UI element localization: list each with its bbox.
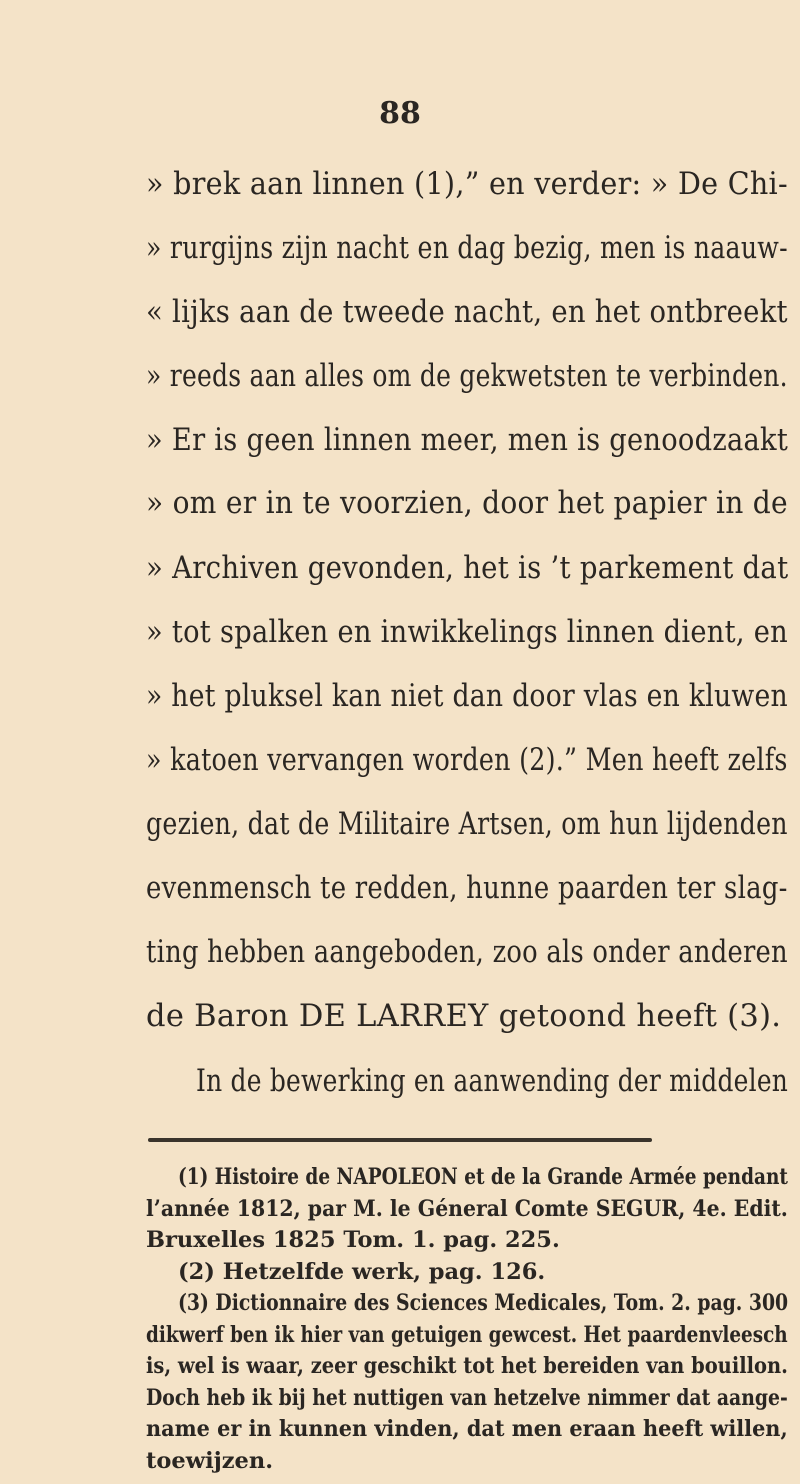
footnote-line-9: name er in kunnen vinden, dat men eraan heeft willen, [146, 1416, 788, 1442]
body-line-11: gezien, dat de Militaire Artsen, om hun lijdenden [146, 807, 788, 842]
footnote-line-5: (3) Dictionnaire des Sciences Medicales, Tom. 2. pag. 300 [178, 1290, 789, 1316]
body-line-8: » tot spalken en inwikkelings linnen dient, en [146, 615, 788, 650]
body-line-2: » rurgijns zijn nacht en dag bezig, men is naauw- [146, 231, 788, 266]
body-line-15: In de bewerking en aanwending der middelen [196, 1064, 789, 1099]
body-line-1: » brek aan linnen (1),” en verder: » De Chi- [146, 167, 788, 202]
footnote-line-4: (2) Hetzelfde werk, pag. 126. [178, 1258, 546, 1285]
footnote-divider [148, 1138, 652, 1142]
footnote-line-1: (1) Histoire de NAPOLEON et de la Grande Armée pendant [178, 1164, 788, 1190]
footnote-line-2: l’année 1812, par M. le Géneral Comte SEGUR, 4e. Edit. [146, 1195, 788, 1222]
body-line-7: » Archiven gevonden, het is ’t parkement dat [146, 551, 789, 586]
body-line-12: evenmensch te redden, hunne paarden ter slag- [146, 871, 788, 906]
footnote-line-10: toewijzen. [146, 1447, 274, 1474]
body-line-13: ting hebben aangeboden, zoo als onder anderen [146, 935, 788, 970]
body-line-6: » om er in te voorzien, door het papier in de [146, 486, 788, 521]
footnote-line-6: dikwerf ben ik hier van getuigen gewcest. Het paardenvleesch [146, 1321, 788, 1348]
body-line-9: » het pluksel kan niet dan door vlas en kluwen [146, 679, 788, 714]
footnote-line-7: is, wel is waar, zeer geschikt tot het bereiden van bouillon. [146, 1353, 788, 1379]
body-line-10: » katoen vervangen worden (2).” Men heeft zelfs [146, 743, 788, 778]
body-line-14: de Baron DE LARREY getoond heeft (3). [146, 999, 782, 1034]
footnote-line-8: Doch heb ik bij het nuttigen van hetzelve nimmer dat aange- [146, 1384, 788, 1411]
body-line-5: » Er is geen linnen meer, men is genoodzaakt [146, 423, 789, 458]
page-number: 88 [379, 96, 421, 131]
body-line-3: « lijks aan de tweede nacht, en het ontbreekt [146, 295, 788, 330]
footnote-line-3: Bruxelles 1825 Tom. 1. pag. 225. [146, 1227, 560, 1253]
body-line-4: » reeds aan alles om de gekwetsten te verbinden. [146, 359, 788, 394]
